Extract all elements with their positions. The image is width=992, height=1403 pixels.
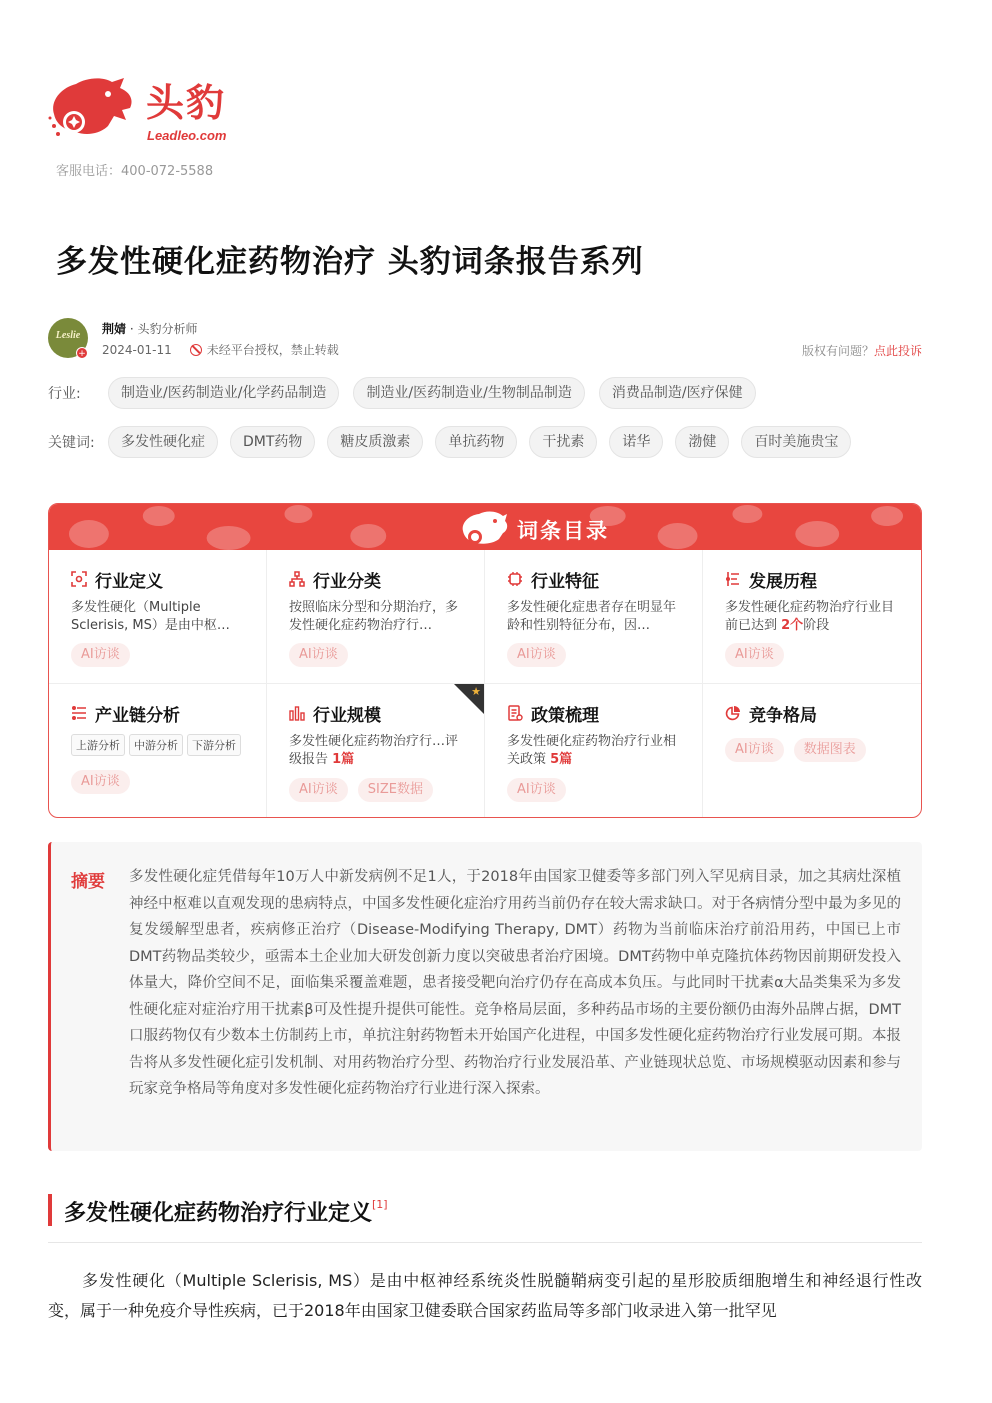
- cell-title: 行业定义: [95, 571, 163, 592]
- keyword-tag[interactable]: 单抗药物: [435, 426, 517, 458]
- directory-title: 词条目录: [517, 519, 609, 543]
- directory-item-policy[interactable]: [485, 684, 703, 818]
- directory-item-definition[interactable]: [49, 550, 267, 684]
- policy-count: 5篇: [550, 752, 573, 767]
- copyright-notice: [802, 342, 922, 359]
- summary-box: [48, 842, 922, 1151]
- ai-interview-pill[interactable]: AI访谈: [725, 643, 784, 667]
- definition-icon: [71, 571, 87, 587]
- keyword-label: 关键词:: [48, 435, 95, 451]
- report-count: 1篇: [332, 752, 355, 767]
- keyword-tag[interactable]: 渤健: [675, 426, 729, 458]
- keyword-tag[interactable]: 诺华: [609, 426, 663, 458]
- complaint-link[interactable]: 点此投诉: [873, 344, 922, 358]
- author-line: [102, 320, 197, 337]
- author-role: 头豹分析师: [137, 322, 198, 336]
- chain-icon: [71, 705, 87, 721]
- summary-text: 多发性硬化症凭借每年10万人中新发病例不足1人，于2018年由国家卫健委等多部门列入罕见病目录，加之其病灶深植神经中枢难以直观发现的患病特点，中国多发性硬化症治疗用药当前仍存在较大需求缺口。对于各病情分型中最为多见的复发缓解型患者，疾病修正治疗（Disease-Modifying Therapy, DMT）药物为当前临床治疗前沿用药，中国已上市DMT药物品类较少，亟需本土企业加大研发创新力度以突破患者治疗困境。DMT药物中单克隆抗体药物因前期研发投入体量大，降价空间不足，面临集采覆盖难题，患者接受靶向治疗仍存在高成本负压。与此同时干扰素α大品类集采为多发性硬化症对症治疗用干扰素β可及性提升提供可能性。竞争格局层面，多种药品市场的主要份额仍由海外品牌占据，DMT口服药物仅有少数本土仿制药上市，单抗注射药物暂未开始国产化进程，中国多发性硬化症药物治疗行业发展可期。本报告将从多发性硬化症引发机制、对用药物治疗分型、药物治疗行业发展沿革、产业链现状总览、市场规模驱动因素和参与玩家竞争格局等角度对多发性硬化症药物治疗行业进行深入探索。: [129, 869, 901, 1097]
- upstream-tag[interactable]: 上游分析: [71, 734, 125, 756]
- cell-desc: 多发性硬化（Multiple Sclerisis, MS）是由中枢…: [71, 600, 230, 633]
- directory-item-feature[interactable]: [485, 550, 703, 684]
- hotline-text: 客服电话：400-072-5588: [56, 164, 214, 179]
- size-data-pill[interactable]: SIZE数据: [358, 778, 433, 802]
- stage-count: 2个: [781, 618, 804, 633]
- section-title: [64, 1196, 388, 1227]
- desc-suffix: 阶段: [803, 618, 830, 633]
- leopard-logo-icon: [46, 74, 138, 140]
- copyright-question: 版权有问题？: [801, 344, 874, 358]
- data-chart-pill[interactable]: 数据图表: [794, 738, 866, 762]
- directory-grid: [49, 550, 921, 818]
- cell-desc: 按照临床分型和分期治疗，多发性硬化症药物治疗行…: [289, 600, 459, 633]
- ai-interview-pill[interactable]: AI访谈: [71, 770, 130, 794]
- brand-logo[interactable]: [46, 70, 246, 150]
- industry-row: [48, 377, 770, 409]
- ai-interview-pill[interactable]: AI访谈: [725, 738, 784, 762]
- directory-item-scale[interactable]: [267, 684, 485, 818]
- cell-desc: 多发性硬化症患者存在明显年龄和性别特征分布，因…: [507, 600, 677, 633]
- keyword-tag[interactable]: 糖皮质激素: [327, 426, 423, 458]
- keyword-tag[interactable]: 干扰素: [529, 426, 597, 458]
- page-title: 多发性硬化症药物治疗 头豹词条报告系列: [56, 244, 644, 280]
- cell-desc: [507, 733, 683, 769]
- desc-text: 多发性硬化症药物治疗行业目前已达到: [725, 600, 895, 633]
- keyword-row: [48, 426, 851, 458]
- midstream-tag[interactable]: 中游分析: [129, 734, 183, 756]
- cell-title: 行业分类: [313, 571, 381, 592]
- feature-icon: [507, 571, 523, 587]
- ai-interview-pill[interactable]: AI访谈: [71, 643, 130, 667]
- ai-interview-pill[interactable]: AI访谈: [507, 643, 566, 667]
- leopard-head-icon: [459, 509, 509, 547]
- directory-item-classification[interactable]: [267, 550, 485, 684]
- desc-text: 多发性硬化症药物治疗行业相关政策: [507, 734, 677, 767]
- meta-line: [102, 341, 339, 358]
- section-title-text: 多发性硬化症药物治疗行业定义: [64, 1201, 373, 1226]
- industry-tag[interactable]: 制造业/医药制造业/化学药品制造: [108, 377, 339, 409]
- industry-tag[interactable]: 制造业/医药制造业/生物制品制造: [353, 377, 584, 409]
- downstream-tag[interactable]: 下游分析: [187, 734, 241, 756]
- section-divider: [48, 1242, 922, 1243]
- author-separator: ·: [126, 322, 138, 336]
- directory-item-history[interactable]: [703, 550, 921, 684]
- cell-title: 发展历程: [749, 571, 817, 592]
- bar-chart-icon: [289, 705, 305, 721]
- history-icon: [725, 571, 741, 587]
- reprint-notice: 未经平台授权，禁止转载: [206, 343, 339, 357]
- cell-title: 竞争格局: [749, 705, 817, 726]
- directory-card: [48, 503, 922, 818]
- summary-label: 摘要: [71, 872, 105, 892]
- publish-date: 2024-01-11: [102, 342, 172, 357]
- cell-title: 政策梳理: [531, 705, 599, 726]
- policy-icon: [507, 705, 523, 721]
- section-accent-bar: [48, 1194, 52, 1226]
- avatar-badge-icon: +: [76, 347, 88, 359]
- cell-title: 行业特征: [531, 571, 599, 592]
- pie-chart-icon: [725, 705, 741, 721]
- keyword-tag[interactable]: DMT药物: [230, 426, 315, 458]
- ai-interview-pill[interactable]: AI访谈: [289, 643, 348, 667]
- cell-title: 产业链分析: [95, 705, 180, 726]
- keyword-tag[interactable]: 百时美施贵宝: [741, 426, 851, 458]
- industry-label: 行业:: [48, 386, 81, 402]
- cell-title: 行业规模: [313, 705, 381, 726]
- reference-link[interactable]: [1]: [372, 1198, 388, 1211]
- section-body: 多发性硬化（Multiple Sclerisis, MS）是由中枢神经系统炎性脱髓鞘病变引起的星形胶质细胞增生和神经退行性改变，属于一种免疫介导性疾病，已于2018年由国家卫健委联合国家药监局等多部门收录进入第一批罕见: [48, 1271, 922, 1320]
- prohibited-icon: [190, 344, 202, 356]
- star-icon: ★: [471, 685, 481, 698]
- cell-desc: [725, 599, 901, 635]
- industry-tag[interactable]: 消费品制造/医疗保健: [599, 377, 756, 409]
- keyword-tag[interactable]: 多发性硬化症: [108, 426, 218, 458]
- classification-icon: [289, 571, 305, 587]
- ai-interview-pill[interactable]: AI访谈: [507, 778, 566, 802]
- brand-name-cn: 头豹: [146, 81, 227, 125]
- author-name[interactable]: 荆婧: [102, 322, 127, 336]
- avatar-text: Leslie: [55, 330, 81, 341]
- desc-text: 多发性硬化症药物治疗行…评级报告: [289, 734, 459, 767]
- cell-desc: [289, 733, 465, 769]
- directory-item-chain[interactable]: [49, 684, 267, 818]
- directory-header: [49, 504, 921, 550]
- directory-item-competition[interactable]: [703, 684, 921, 818]
- brand-name-en: Leadleo.com: [147, 128, 227, 143]
- ai-interview-pill[interactable]: AI访谈: [289, 778, 348, 802]
